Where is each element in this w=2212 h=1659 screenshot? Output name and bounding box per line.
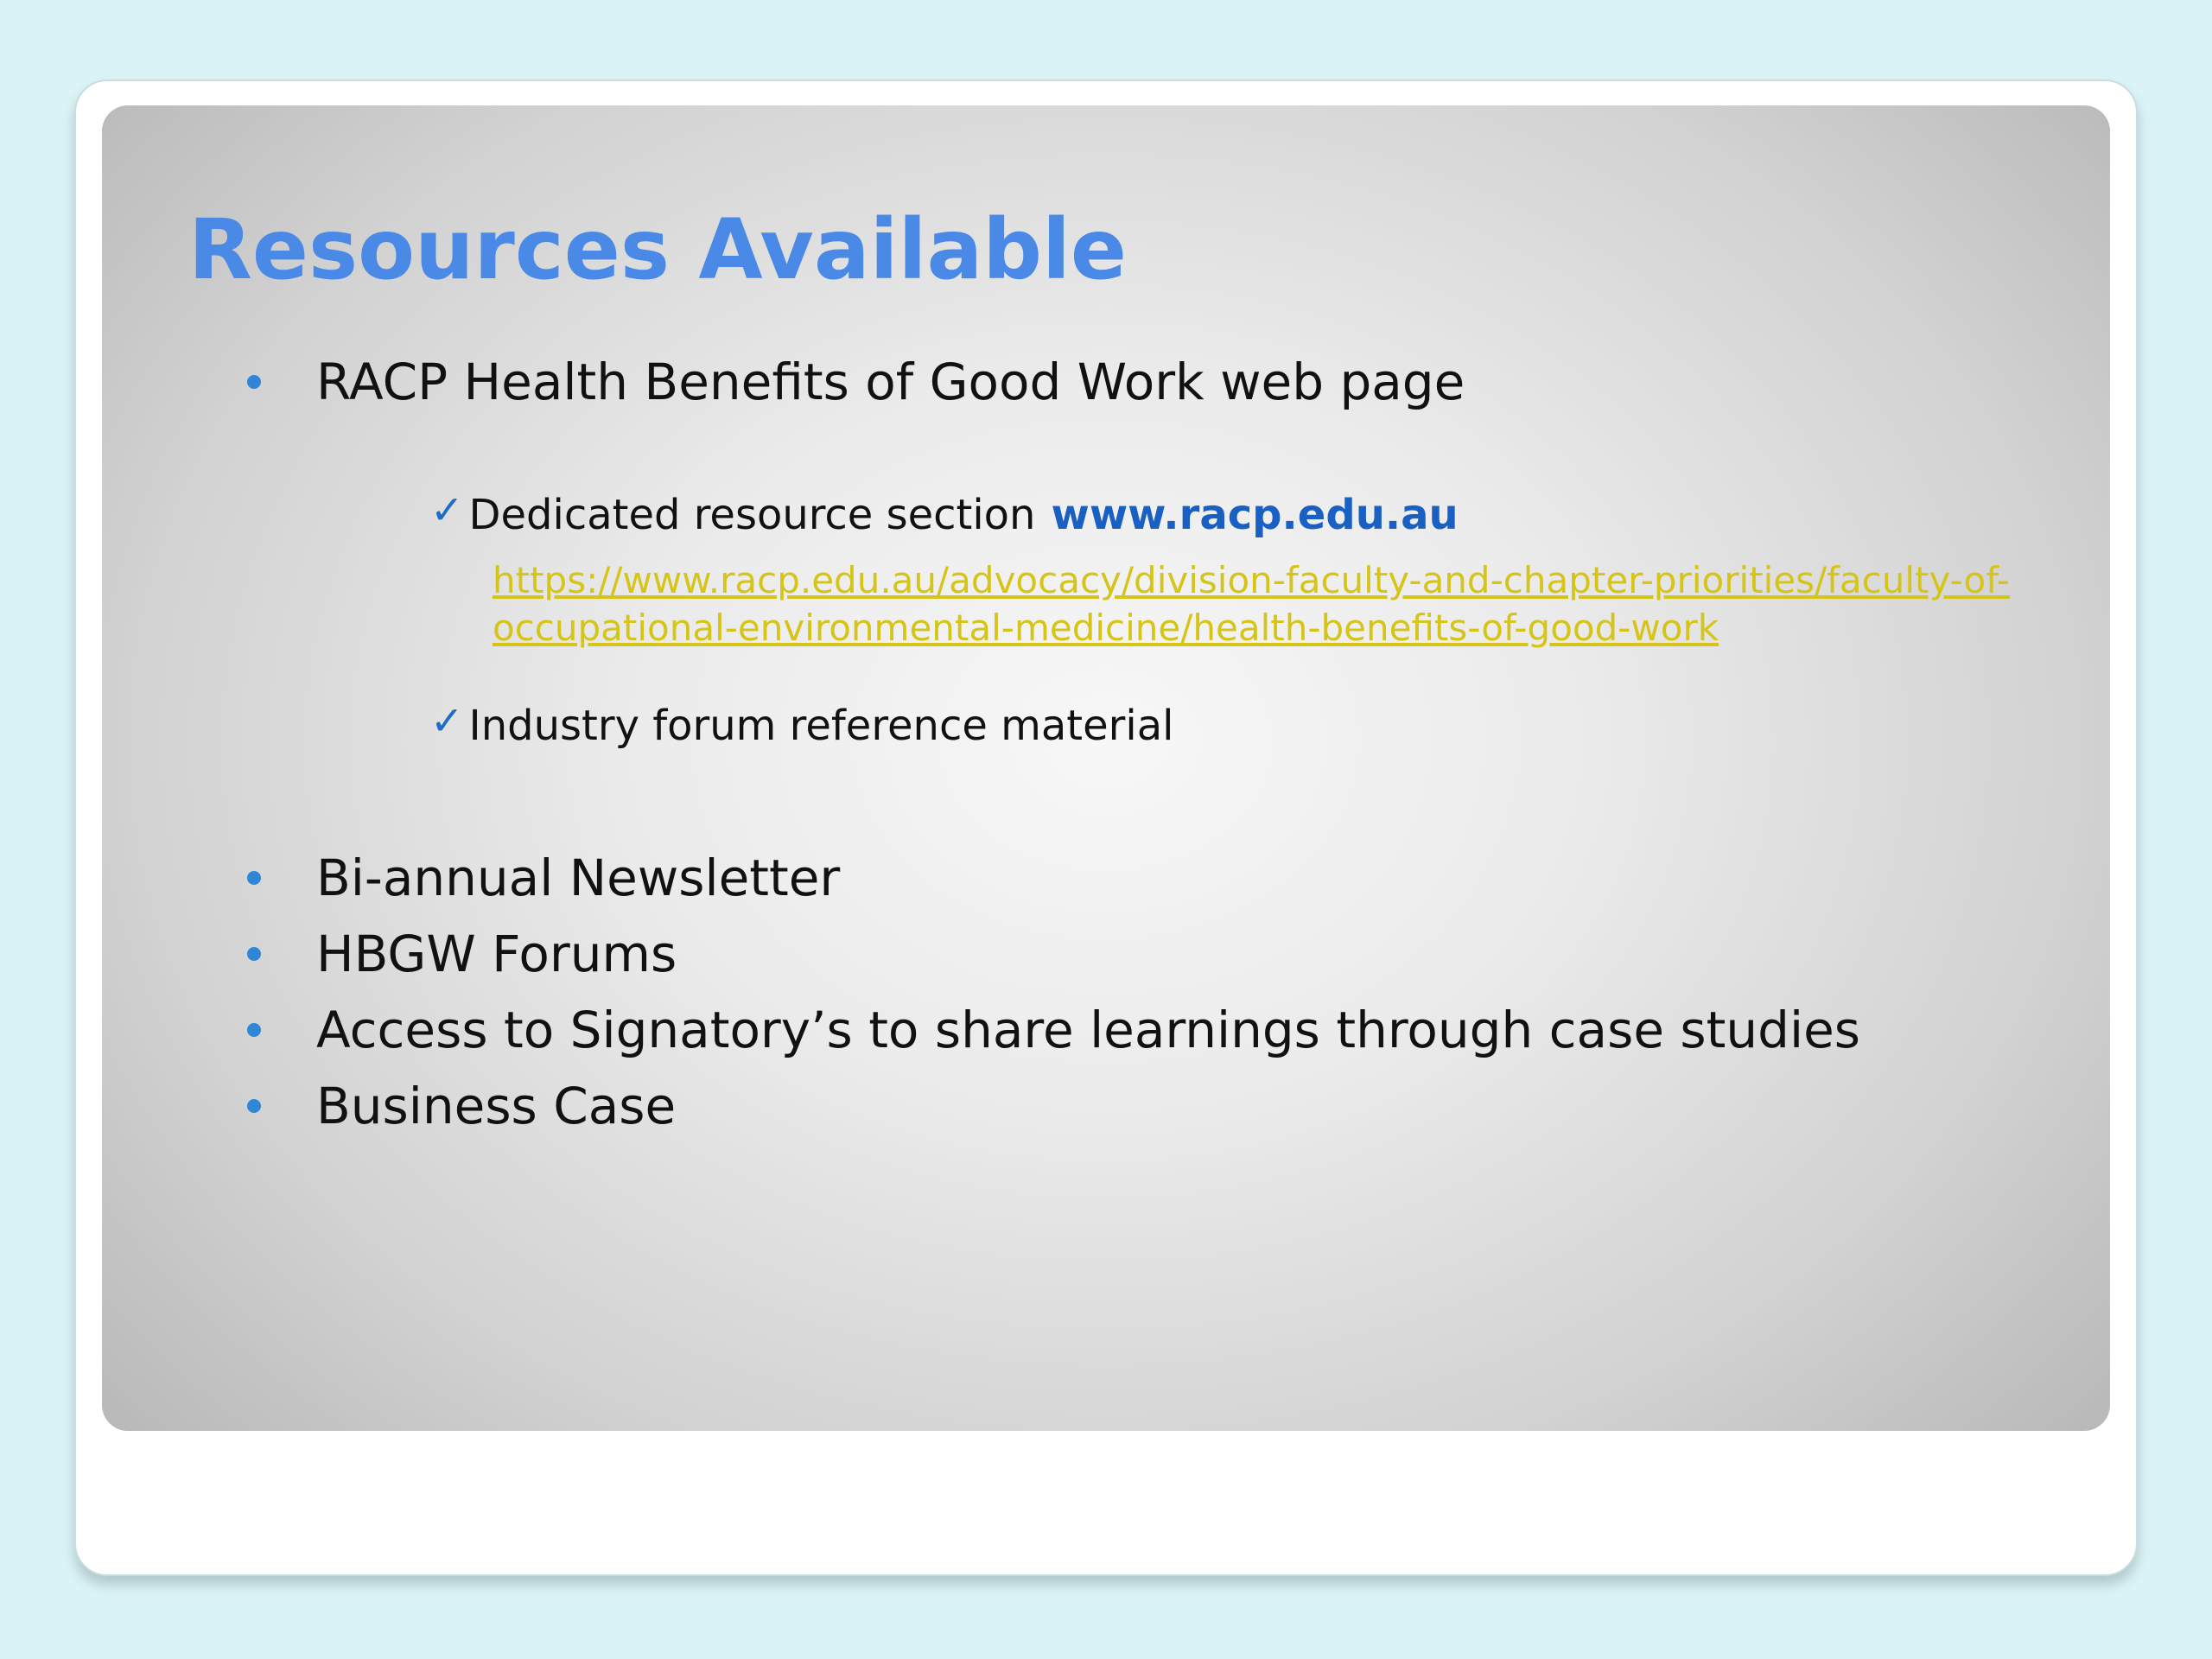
bullet-dot-icon [247, 947, 261, 961]
bullet-item [247, 995, 1860, 1065]
checkmark-icon: ✓ [430, 486, 464, 533]
bullet-text: Business Case [316, 1077, 677, 1135]
bullet-item [247, 1071, 676, 1141]
bullet-dot-icon [247, 375, 261, 389]
slide [102, 105, 2110, 1431]
checkmark-icon: ✓ [430, 697, 464, 744]
bullet-text: HBGW Forums [316, 925, 677, 983]
sub-item-text: Dedicated resource section [468, 491, 1036, 539]
slide-title: Resources Available [188, 201, 1127, 298]
bullet-item [247, 919, 677, 988]
bullet-item [247, 347, 1465, 416]
bullet-dot-icon [247, 1099, 261, 1113]
hbgw-page-url-link[interactable]: https://www.racp.edu.au/advocacy/division-faculty-and-chapter-priorities/faculty-of-occupational-environmental-medicine/health-benefits-of-good-work [493, 559, 2010, 649]
sub-item [430, 697, 1174, 750]
bullet-text: Access to Signatory’s to share learnings through case studies [316, 1001, 1860, 1059]
bullet-text: Bi-annual Newsletter [316, 849, 841, 907]
bullet-text: RACP Health Benefits of Good Work web page [316, 353, 1465, 411]
racp-site-link[interactable]: www.racp.edu.au [1051, 491, 1459, 539]
bullet-item [247, 843, 840, 912]
sub-item [430, 486, 1459, 539]
bullet-dot-icon [247, 871, 261, 885]
bullet-dot-icon [247, 1023, 261, 1037]
sub-item-text: Industry forum reference material [468, 702, 1174, 750]
